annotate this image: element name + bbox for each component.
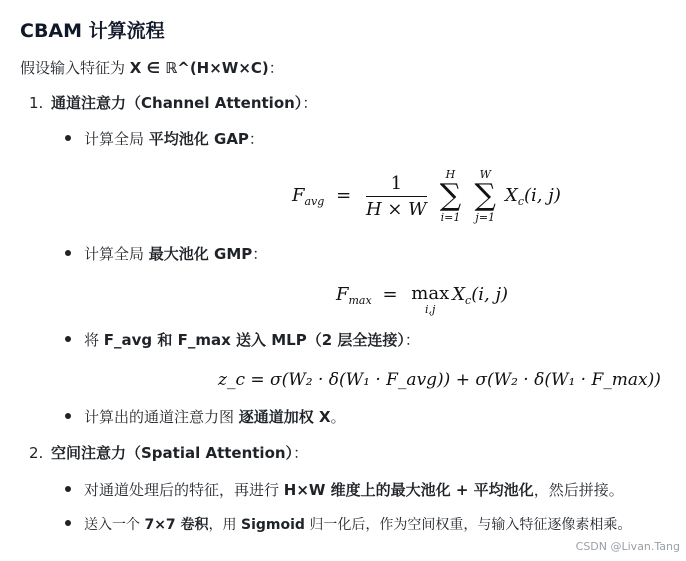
- section-2-heading: [29, 443, 308, 463]
- section-1-number: 1.: [29, 94, 44, 112]
- fmax-body: X: [452, 284, 466, 305]
- fmax-lhs-sub: max: [348, 294, 372, 307]
- bullet-dot: [65, 520, 71, 526]
- list-item: [65, 515, 631, 535]
- intro-line: [20, 58, 284, 78]
- section-2-number: 2.: [29, 444, 44, 462]
- fmax-args: (i, j): [471, 284, 509, 305]
- favg-denominator: H × W: [365, 198, 427, 220]
- bullet-prefix: 对通道处理后的特征，再进行: [84, 481, 284, 499]
- favg-body-sub: c: [517, 194, 525, 208]
- max-subscript: i,j: [425, 303, 436, 316]
- sum-j-upper: W: [479, 168, 491, 181]
- page-title: CBAM 计算流程: [20, 20, 165, 42]
- formula-favg: [292, 168, 561, 224]
- bullet-bold-2: Sigmoid: [241, 517, 305, 533]
- intro-suffix: ：: [268, 59, 284, 77]
- bullet-bold: 7×7 卷积: [144, 517, 209, 533]
- bullet-mid: ，用: [208, 517, 241, 533]
- section-2-title: 空间注意力（Spatial Attention）: [51, 444, 294, 462]
- bullet-suffix: ：: [404, 331, 420, 349]
- bullet-prefix: 计算全局: [84, 130, 149, 148]
- bullet-suffix: ：: [252, 245, 268, 263]
- intro-prefix: 假设输入特征为: [20, 59, 130, 77]
- list-item: [65, 407, 346, 427]
- formula-fmax: [336, 284, 508, 316]
- bullet-prefix: 送入一个: [84, 517, 145, 533]
- bullet-dot: [65, 135, 71, 141]
- sum-symbol-i: [436, 168, 464, 224]
- bullet-dot: [65, 250, 71, 256]
- section-2-suffix: ：: [293, 444, 309, 462]
- favg-numerator: 1: [366, 173, 427, 197]
- list-item: [65, 480, 624, 500]
- sum-j-lower: j=1: [475, 211, 496, 224]
- sum-i-lower: i=1: [440, 211, 461, 224]
- section-1-heading: [29, 93, 317, 113]
- bullet-suffix: 归一化后，作为空间权重，与输入特征逐像素相乘。: [304, 517, 632, 533]
- favg-args: (i, j): [524, 184, 561, 206]
- watermark-text: CSDN @Livan.Tang: [575, 540, 680, 553]
- sigma-glyph: ∑: [439, 178, 462, 213]
- list-item: [65, 244, 267, 264]
- fmax-lhs: F: [336, 284, 349, 305]
- sigma-glyph: ∑: [474, 178, 496, 213]
- bullet-suffix: ，然后拼接。: [533, 481, 624, 499]
- section-1-suffix: ：: [302, 94, 318, 112]
- bullet-prefix: 将: [84, 331, 104, 349]
- bullet-bold: H×W 维度上的最大池化 + 平均池化: [283, 481, 534, 499]
- fmax-body-sub: c: [465, 294, 472, 307]
- bullet-prefix: 计算出的通道注意力图: [84, 408, 239, 426]
- favg-body: X: [505, 184, 518, 206]
- favg-eq: =: [336, 184, 352, 206]
- intro-bold: X ∈ ℝ^(H×W×C): [129, 59, 269, 77]
- list-item: [65, 330, 420, 350]
- bullet-bold: 最大池化 GMP: [148, 245, 253, 263]
- bullet-dot: [65, 336, 71, 342]
- bullet-suffix: ：: [248, 130, 264, 148]
- bullet-bold: F_avg 和 F_max 送入 MLP（2 层全连接）: [103, 331, 405, 349]
- sum-i-upper: H: [445, 168, 456, 181]
- bullet-bold: 逐通道加权 X: [238, 408, 331, 426]
- favg-fraction: [366, 173, 427, 220]
- section-1-title: 通道注意力（Channel Attention）: [51, 94, 303, 112]
- max-operator: [411, 284, 449, 316]
- bullet-prefix: 计算全局: [84, 245, 149, 263]
- fmax-eq: =: [382, 284, 398, 305]
- bullet-dot: [65, 486, 71, 492]
- max-label: max: [411, 283, 450, 304]
- bullet-suffix: 。: [330, 408, 346, 426]
- bullet-bold: 平均池化 GAP: [148, 130, 249, 148]
- favg-lhs-sub: avg: [304, 194, 325, 208]
- sum-symbol-j: [471, 168, 499, 224]
- bullet-dot: [65, 413, 71, 419]
- favg-lhs: F: [292, 184, 305, 206]
- formula-zc: z_c = σ(W₂ · δ(W₁ · F_avg)) + σ(W₂ · δ(W₁ · F_max)): [218, 370, 661, 390]
- list-item: [65, 129, 264, 149]
